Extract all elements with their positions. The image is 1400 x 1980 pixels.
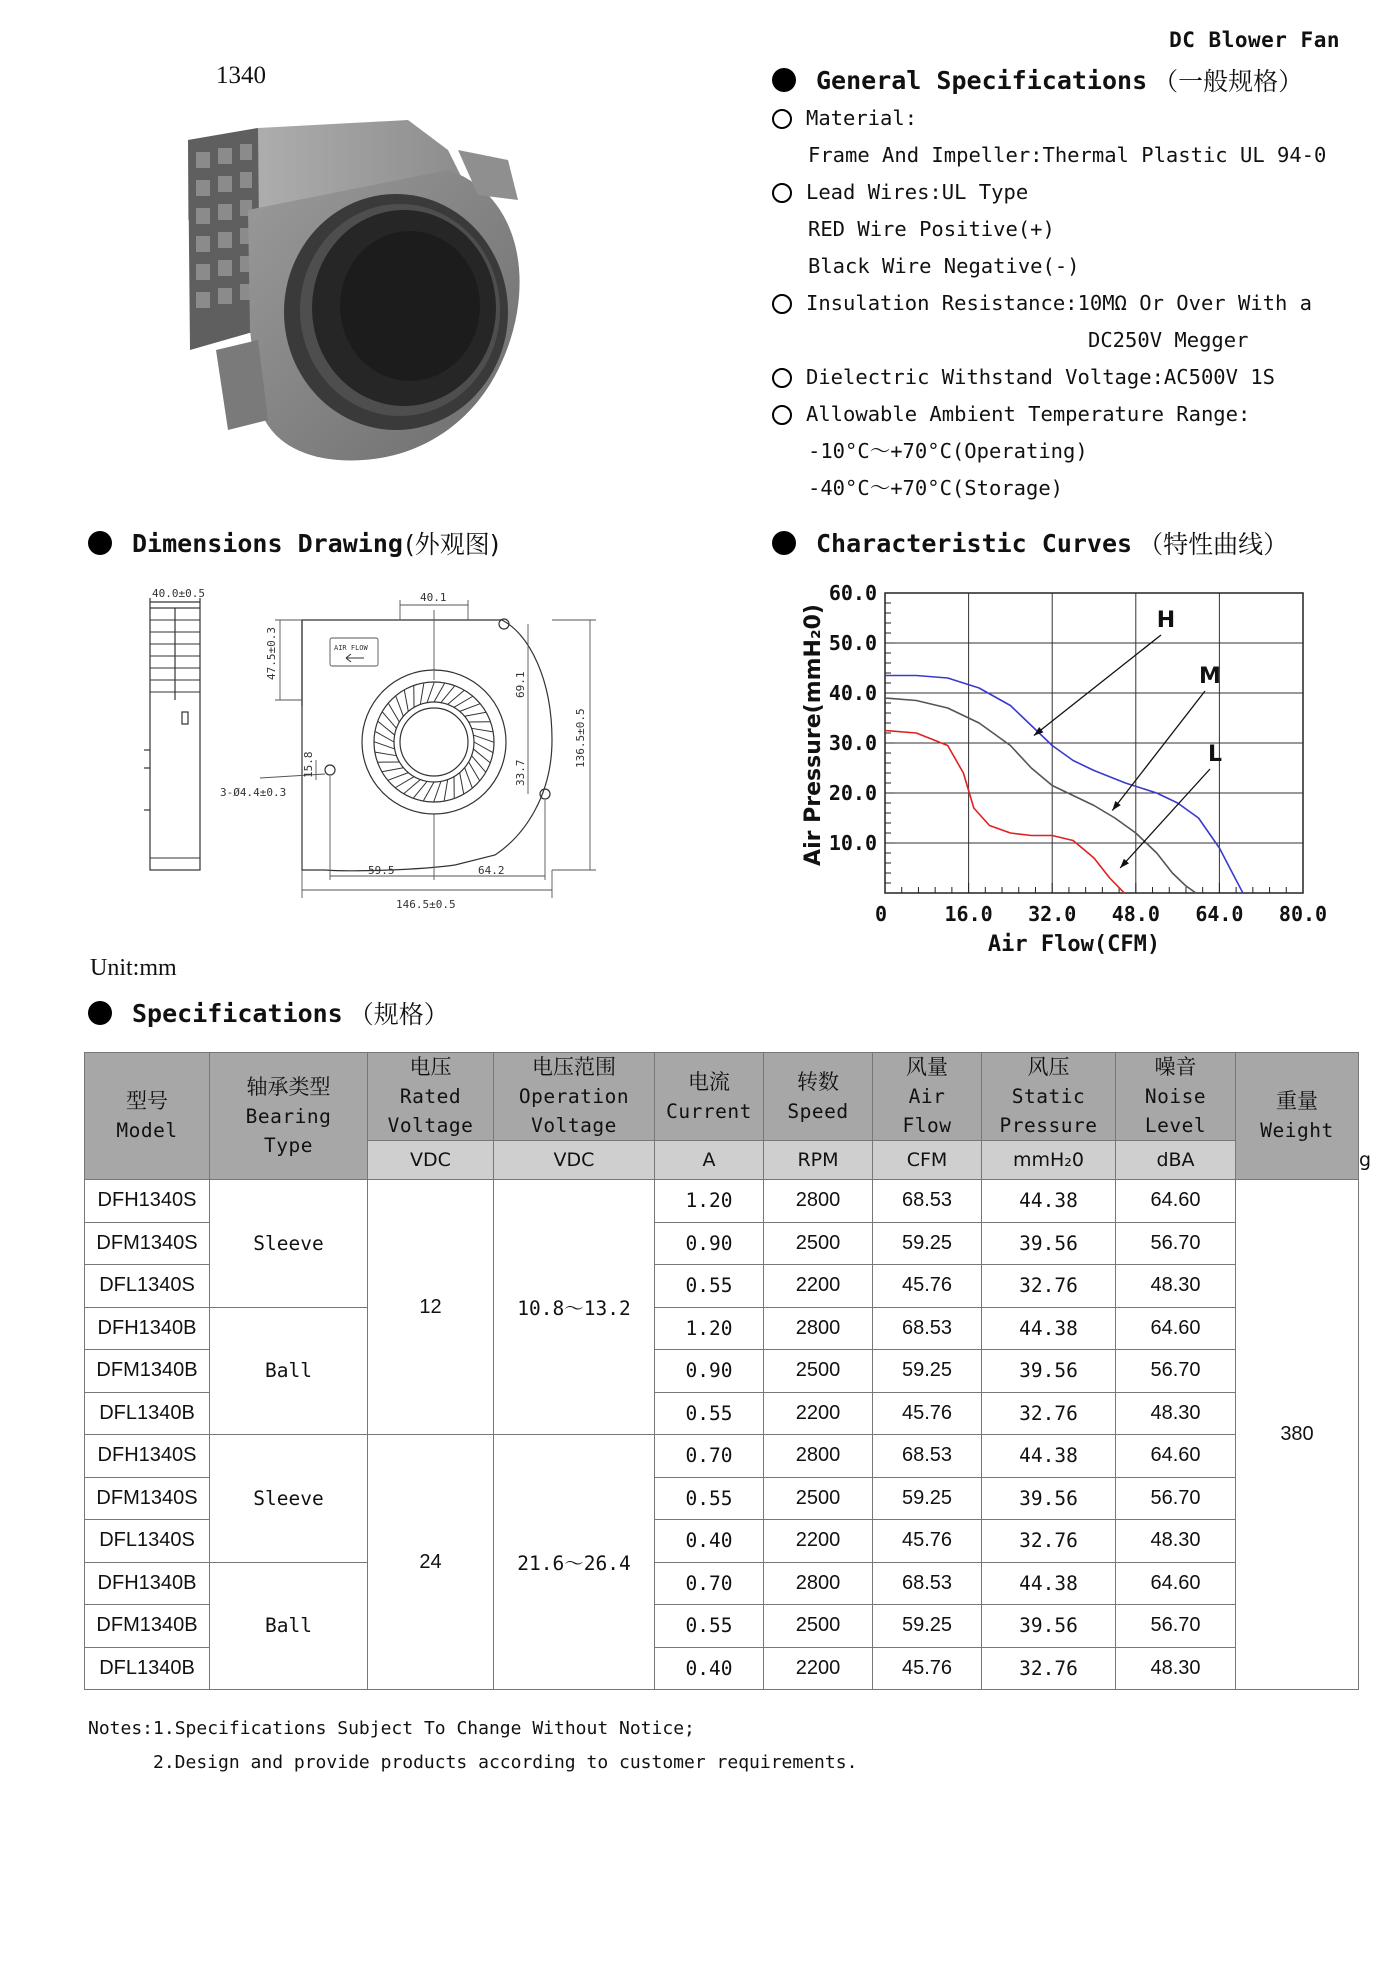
spec-line-temperature: Allowable Ambient Temperature Range: bbox=[772, 396, 1372, 433]
unit-noise: dBA bbox=[1116, 1141, 1236, 1180]
dim-label-height-upper: 47.5±0.3 bbox=[265, 627, 278, 680]
impeller-blade bbox=[423, 782, 434, 801]
bearing-cell: Ball bbox=[210, 1562, 368, 1690]
table-cell: 45.76 bbox=[873, 1392, 982, 1435]
spec-line-material: Material: bbox=[772, 100, 1372, 137]
table-cell: 64.60 bbox=[1116, 1562, 1236, 1605]
table-cell: 2800 bbox=[764, 1562, 873, 1605]
table-cell: 59.25 bbox=[873, 1350, 982, 1393]
table-cell: 0.70 bbox=[655, 1562, 764, 1605]
table-cell: DFH1340B bbox=[85, 1562, 210, 1605]
table-cell: 59.25 bbox=[873, 1477, 982, 1520]
table-cell: DFL1340S bbox=[85, 1265, 210, 1308]
table-cell: DFM1340B bbox=[85, 1605, 210, 1648]
impeller-blade bbox=[375, 731, 394, 742]
table-cell: 64.60 bbox=[1116, 1307, 1236, 1350]
dimensions-svg bbox=[120, 580, 640, 930]
range-cell: 10.8～13.2 bbox=[494, 1180, 655, 1435]
circle-bullet-icon bbox=[772, 109, 792, 129]
table-cell: 0.40 bbox=[655, 1647, 764, 1690]
bearing-cell: Ball bbox=[210, 1307, 368, 1435]
y-tick-label: 20.0 bbox=[828, 781, 877, 805]
impeller-blade bbox=[469, 762, 480, 781]
model-number: 1340 bbox=[216, 62, 266, 89]
unit-pressure: mmH₂0 bbox=[982, 1141, 1116, 1180]
general-specs-list bbox=[772, 100, 1372, 507]
impeller-blade bbox=[388, 703, 399, 722]
impeller-blade bbox=[375, 752, 397, 756]
dim-label-146: 146.5±0.5 bbox=[396, 898, 456, 911]
table-cell: 32.76 bbox=[982, 1520, 1116, 1563]
x-tick-label: 0 bbox=[874, 902, 888, 926]
table-cell: 2200 bbox=[764, 1647, 873, 1690]
x-tick-label: 48.0 bbox=[1111, 902, 1160, 926]
table-cell: DFL1340B bbox=[85, 1392, 210, 1435]
product-photo bbox=[178, 100, 568, 490]
impeller-blade bbox=[460, 704, 480, 712]
table-cell: 68.53 bbox=[873, 1435, 982, 1478]
table-cell: 1.20 bbox=[655, 1307, 764, 1350]
impeller-blade bbox=[434, 781, 441, 802]
series-line-m bbox=[885, 698, 1196, 893]
curve-label-m: M bbox=[1199, 664, 1221, 689]
table-cell: 48.30 bbox=[1116, 1520, 1236, 1563]
table-cell: 56.70 bbox=[1116, 1222, 1236, 1265]
bearing-cell: Sleeve bbox=[210, 1435, 368, 1563]
y-tick-label: 40.0 bbox=[828, 681, 877, 705]
header-current: 电流 Current bbox=[655, 1053, 764, 1141]
table-cell: 0.55 bbox=[655, 1265, 764, 1308]
table-cell: 48.30 bbox=[1116, 1265, 1236, 1308]
impeller-blade bbox=[444, 780, 448, 802]
x-tick-label: 16.0 bbox=[944, 902, 993, 926]
table-cell: 0.40 bbox=[655, 1520, 764, 1563]
table-cell: 45.76 bbox=[873, 1647, 982, 1690]
table-cell: 68.53 bbox=[873, 1307, 982, 1350]
table-row bbox=[85, 1180, 1359, 1223]
specifications-table: 型号 Model 轴承类型 Bearing Type 电压 Rated Voltage 电压范围 Operation Voltage 电流 Current 转数 Speed 风量 Air Flow 风压 Static Pressure 噪音 Noise Level 重量 Weight VDC VDC A RPM CFM mmH₂0 dBA g DFH1340S Sleeve 12 10.8～13.2 1.20 2800 68.53 44.38 64.60 380 DFM1340S 0.90 2500 59.25 39.56 56.70 DFL1340S 0.55 2200 45.76 32.76 48.30 DFH1340B Ball 1.20 2800 68.53 44.38 64.60 DFM1340B 0.90 2500 59.25 39.56 56.70 DFL1340B 0.55 2200 45.76 32.76 48.30 DFH1340S Sleeve 24 21.6～26.4 0.70 2800 68.53 44.38 64.60 DFM1340S 0.55 2500 59.25 39.56 56.70 DFL1340S 0.40 2200 45.76 32.76 48.30 DFH1340B Ball 0.70 2800 68.53 44.38 64.60 DFM1340B 0.55 2500 59.25 39.56 56.70 DFL1340B 0.40 2200 45.76 32.76 48.30 bbox=[84, 1052, 1359, 1690]
table-cell: 39.56 bbox=[982, 1222, 1116, 1265]
series-line-l bbox=[885, 731, 1124, 894]
table-cell: 48.30 bbox=[1116, 1647, 1236, 1690]
spec-line-operating: -10°C～+70°C(Operating) bbox=[808, 439, 1088, 463]
table-cell: 44.38 bbox=[982, 1180, 1116, 1223]
dim-label-136: 136.5±0.5 bbox=[574, 708, 587, 768]
table-cell: 32.76 bbox=[982, 1265, 1116, 1308]
table-cell: 0.55 bbox=[655, 1605, 764, 1648]
spec-line-insulation: Insulation Resistance:10MΩ Or Over With a bbox=[772, 285, 1372, 322]
spec-line-storage: -40°C～+70°C(Storage) bbox=[808, 476, 1063, 500]
impeller-blade bbox=[465, 712, 486, 716]
blower-fan-image bbox=[178, 100, 568, 490]
table-cell: 68.53 bbox=[873, 1562, 982, 1605]
bullet-dot-icon bbox=[772, 68, 796, 92]
y-tick-label: 50.0 bbox=[828, 631, 877, 655]
y-tick-label: 30.0 bbox=[828, 731, 877, 755]
document-title: DC Blower Fan bbox=[1169, 28, 1340, 52]
range-cell: 21.6～26.4 bbox=[494, 1435, 655, 1690]
table-row bbox=[85, 1435, 1359, 1478]
unit-label: Unit:mm bbox=[90, 955, 177, 981]
unit-flow: CFM bbox=[873, 1141, 982, 1180]
header-pressure: 风压 Static Pressure bbox=[982, 1053, 1116, 1141]
table-cell: 0.90 bbox=[655, 1350, 764, 1393]
weight-cell: 380 bbox=[1236, 1180, 1359, 1690]
table-cell: 2800 bbox=[764, 1307, 873, 1350]
spec-line-red-wire: RED Wire Positive(+) bbox=[808, 217, 1055, 241]
table-cell: 2500 bbox=[764, 1222, 873, 1265]
table-cell: DFH1340B bbox=[85, 1307, 210, 1350]
chart-svg bbox=[790, 578, 1350, 968]
table-cell: DFH1340S bbox=[85, 1180, 210, 1223]
bullet-dot-icon bbox=[772, 531, 796, 555]
spec-line-dielectric: Dielectric Withstand Voltage:AC500V 1S bbox=[772, 359, 1372, 396]
table-cell: 64.60 bbox=[1116, 1435, 1236, 1478]
table-cell: 0.55 bbox=[655, 1392, 764, 1435]
impeller-blade bbox=[404, 690, 408, 711]
table-cell: 56.70 bbox=[1116, 1350, 1236, 1393]
table-cell: 64.60 bbox=[1116, 1180, 1236, 1223]
curve-pointer-h bbox=[1034, 635, 1161, 736]
table-cell: 48.30 bbox=[1116, 1392, 1236, 1435]
impeller-blade bbox=[454, 696, 473, 707]
table-cell: 0.70 bbox=[655, 1435, 764, 1478]
spec-line-black-wire: Black Wire Negative(-) bbox=[808, 254, 1080, 278]
impeller-blade bbox=[427, 682, 434, 703]
x-axis-label: Air Flow(CFM) bbox=[987, 932, 1161, 957]
table-cell: DFM1340B bbox=[85, 1350, 210, 1393]
header-speed: 转数 Speed bbox=[764, 1053, 873, 1141]
table-cell: 45.76 bbox=[873, 1520, 982, 1563]
impeller-blade bbox=[434, 683, 445, 702]
impeller-blade bbox=[420, 683, 424, 705]
header-bearing: 轴承类型 Bearing Type bbox=[210, 1053, 368, 1180]
impeller-blade bbox=[396, 696, 404, 716]
y-tick-label: 60.0 bbox=[828, 581, 877, 605]
table-cell: 1.20 bbox=[655, 1180, 764, 1223]
table-cell: 56.70 bbox=[1116, 1605, 1236, 1648]
table-cell: 2200 bbox=[764, 1520, 873, 1563]
header-range: 电压范围 Operation Voltage bbox=[494, 1053, 655, 1141]
table-cell: 2500 bbox=[764, 1477, 873, 1520]
table-cell: 44.38 bbox=[982, 1435, 1116, 1478]
table-cell: 39.56 bbox=[982, 1350, 1116, 1393]
specifications-heading: Specifications （规格） bbox=[88, 995, 449, 1031]
table-cell: 45.76 bbox=[873, 1265, 982, 1308]
airflow-label: AIR FLOW bbox=[334, 644, 368, 652]
dimensions-drawing bbox=[120, 580, 640, 930]
curves-heading: Characteristic Curves （特性曲线） bbox=[772, 525, 1288, 561]
x-tick-label: 80.0 bbox=[1278, 902, 1328, 926]
impeller-blade bbox=[472, 728, 494, 732]
table-cell: DFM1340S bbox=[85, 1222, 210, 1265]
dim-label-64: 64.2 bbox=[478, 864, 505, 877]
dim-label-33: 33.7 bbox=[514, 759, 527, 786]
header-voltage: 电压 Rated Voltage bbox=[368, 1053, 494, 1141]
impeller-blade bbox=[465, 768, 473, 788]
table-cell: 32.76 bbox=[982, 1647, 1116, 1690]
curve-label-l: L bbox=[1207, 742, 1223, 767]
bullet-dot-icon bbox=[88, 1001, 112, 1025]
table-cell: DFM1340S bbox=[85, 1477, 210, 1520]
spec-line-frame: Frame And Impeller:Thermal Plastic UL 94-0 bbox=[808, 143, 1327, 167]
x-tick-label: 64.0 bbox=[1195, 902, 1244, 926]
airflow-arrow-icon bbox=[346, 654, 364, 662]
unit-speed: RPM bbox=[764, 1141, 873, 1180]
table-cell: 2500 bbox=[764, 1605, 873, 1648]
impeller-blade bbox=[395, 777, 414, 788]
table-cell: 68.53 bbox=[873, 1180, 982, 1223]
circle-bullet-icon bbox=[772, 294, 792, 314]
circle-bullet-icon bbox=[772, 405, 792, 425]
note-line-2: 2.Design and provide products according to customer requirements. bbox=[153, 1752, 858, 1773]
table-cell: 59.25 bbox=[873, 1222, 982, 1265]
x-tick-label: 32.0 bbox=[1028, 902, 1077, 926]
dim-label-holes: 3-Ø4.4±0.3 bbox=[220, 786, 287, 799]
header-noise: 噪音 Noise Level bbox=[1116, 1053, 1236, 1141]
table-cell: DFL1340S bbox=[85, 1520, 210, 1563]
table-cell: 39.56 bbox=[982, 1605, 1116, 1648]
table-cell: 44.38 bbox=[982, 1307, 1116, 1350]
series-line-h bbox=[885, 676, 1243, 894]
arrowhead-icon bbox=[1112, 801, 1120, 811]
table-cell: 2200 bbox=[764, 1392, 873, 1435]
impeller-blade bbox=[460, 773, 464, 794]
header-weight: 重量 Weight bbox=[1236, 1053, 1359, 1180]
y-axis-label: Air Pressure(mmH₂0) bbox=[801, 604, 826, 866]
table-cell: DFL1340B bbox=[85, 1647, 210, 1690]
dimensions-heading: Dimensions Drawing (外观图) bbox=[88, 525, 499, 561]
characteristic-chart bbox=[790, 578, 1350, 968]
dim-label-59: 59.5 bbox=[368, 864, 395, 877]
table-cell: 0.55 bbox=[655, 1477, 764, 1520]
impeller-blade bbox=[473, 735, 494, 742]
table-cell: 32.76 bbox=[982, 1392, 1116, 1435]
spec-line-lead-wires: Lead Wires:UL Type bbox=[772, 174, 1372, 211]
table-cell: 39.56 bbox=[982, 1477, 1116, 1520]
y-tick-label: 10.0 bbox=[828, 831, 877, 855]
impeller-blade bbox=[474, 742, 493, 753]
circle-bullet-icon bbox=[772, 183, 792, 203]
table-cell: 2800 bbox=[764, 1180, 873, 1223]
table-cell: 59.25 bbox=[873, 1605, 982, 1648]
note-line-1: Notes:1.Specifications Subject To Change Without Notice; bbox=[88, 1718, 695, 1739]
table-cell: 0.90 bbox=[655, 1222, 764, 1265]
table-cell: 2500 bbox=[764, 1350, 873, 1393]
dim-label-side-width: 40.0±0.5 bbox=[152, 587, 205, 600]
curve-label-h: H bbox=[1156, 608, 1176, 633]
spec-line-megger: DC250V Megger bbox=[1088, 328, 1249, 352]
unit-voltage: VDC bbox=[368, 1141, 494, 1180]
header-flow: 风量 Air Flow bbox=[873, 1053, 982, 1141]
bullet-dot-icon bbox=[88, 531, 112, 555]
impeller-blade bbox=[388, 773, 408, 781]
table-cell: 44.38 bbox=[982, 1562, 1116, 1605]
dim-label-69: 69.1 bbox=[514, 671, 527, 698]
table-cell: 56.70 bbox=[1116, 1477, 1236, 1520]
table-cell: 2200 bbox=[764, 1265, 873, 1308]
voltage-cell: 24 bbox=[368, 1435, 494, 1690]
dim-label-15: 15.8 bbox=[302, 751, 315, 778]
impeller-blade bbox=[382, 768, 403, 772]
header-model: 型号 Model bbox=[85, 1053, 210, 1180]
unit-current: A bbox=[655, 1141, 764, 1180]
circle-bullet-icon bbox=[772, 368, 792, 388]
table-cell: DFH1340S bbox=[85, 1435, 210, 1478]
voltage-cell: 12 bbox=[368, 1180, 494, 1435]
table-row bbox=[85, 1562, 1359, 1605]
unit-range: VDC bbox=[494, 1141, 655, 1180]
general-specs-heading: General Specifications （一般规格） bbox=[772, 62, 1303, 98]
dim-label-outlet: 40.1 bbox=[420, 591, 447, 604]
table-cell: 2800 bbox=[764, 1435, 873, 1478]
notes bbox=[88, 1712, 857, 1780]
table-row bbox=[85, 1307, 1359, 1350]
bearing-cell: Sleeve bbox=[210, 1180, 368, 1308]
impeller-blade bbox=[374, 742, 395, 749]
